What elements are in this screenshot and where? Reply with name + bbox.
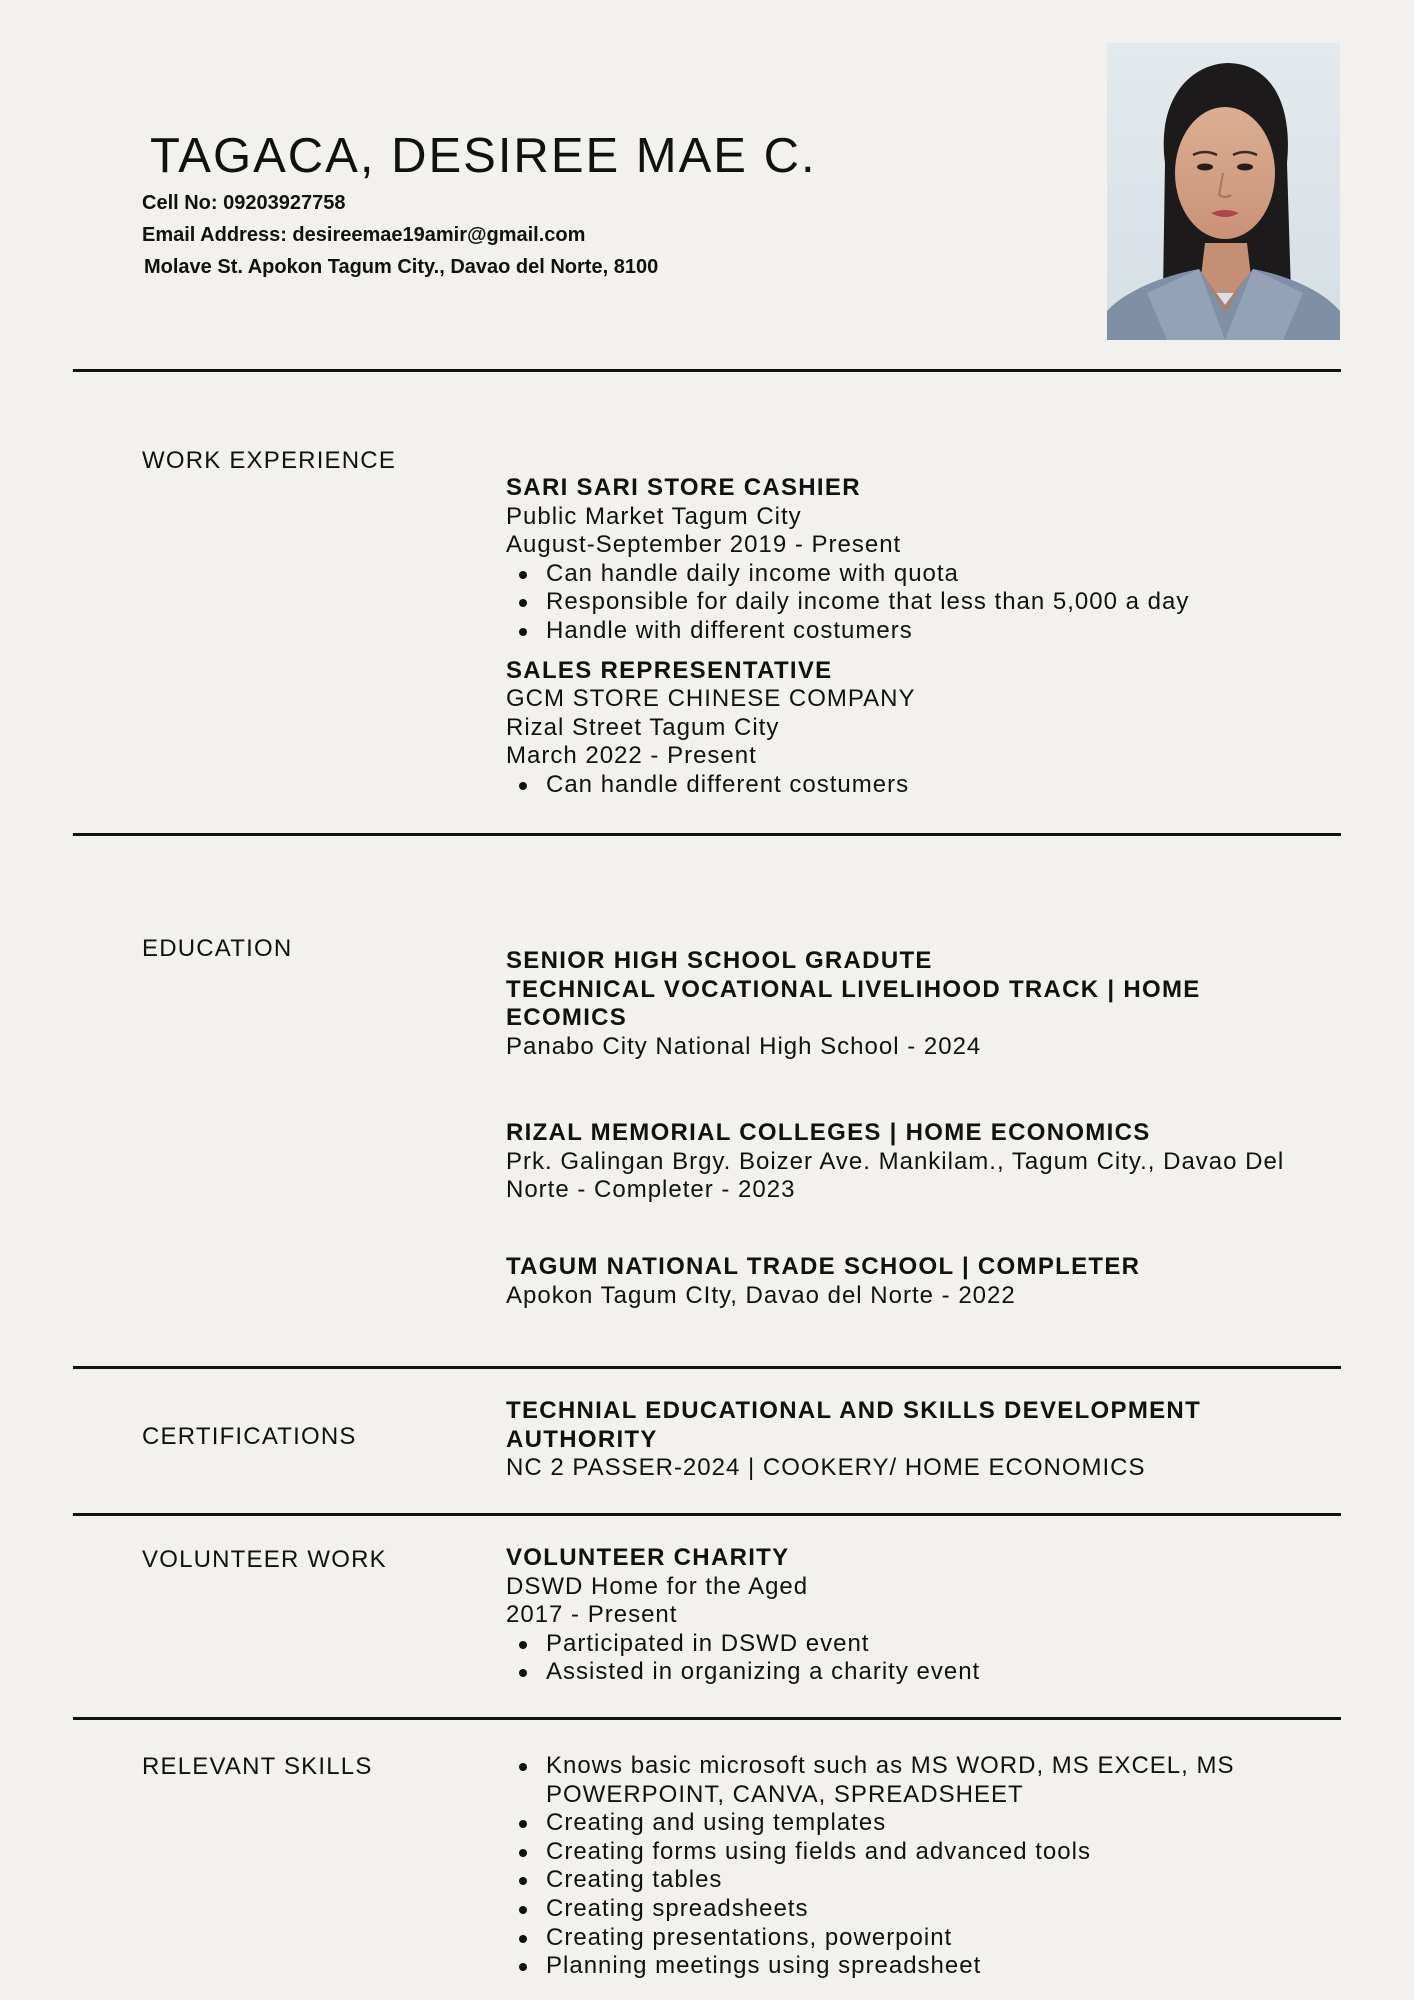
list-item: Creating presentations, powerpoint bbox=[546, 1924, 1296, 1953]
job-dates: March 2022 - Present bbox=[506, 742, 757, 770]
education-school: Panabo City National High School - 2024 bbox=[506, 1032, 982, 1060]
certification-detail: NC 2 PASSER-2024 | COOKERY/ HOME ECONOMICS bbox=[506, 1454, 1146, 1482]
list-item: Creating tables bbox=[546, 1866, 1296, 1895]
job-location: Public Market Tagum City bbox=[506, 502, 802, 530]
job-entry bbox=[506, 657, 1296, 800]
job-dates: August-September 2019 - Present bbox=[506, 531, 902, 559]
education-entry bbox=[506, 947, 1296, 1061]
job-title: SARI SARI STORE CASHIER bbox=[506, 474, 861, 501]
home-address: Molave St. Apokon Tagum City., Davao del Norte, 8100 bbox=[144, 256, 659, 278]
section-title-education: EDUCATION bbox=[142, 935, 293, 962]
volunteer-duties bbox=[506, 1630, 1296, 1687]
certification-entry bbox=[506, 1397, 1296, 1483]
list-item: Participated in DSWD event bbox=[546, 1630, 1296, 1659]
education-entry bbox=[506, 1253, 1296, 1310]
skills-list bbox=[506, 1752, 1296, 1981]
divider bbox=[73, 1717, 1341, 1720]
education-school-name: RIZAL MEMORIAL COLLEGES | HOME ECONOMICS bbox=[506, 1119, 1151, 1146]
education-school-detail: Apokon Tagum CIty, Davao del Norte - 2022 bbox=[506, 1281, 1016, 1309]
volunteer-organization: DSWD Home for the Aged bbox=[506, 1572, 809, 1600]
applicant-name: TAGACA, DESIREE MAE C. bbox=[150, 129, 817, 183]
certification-authority: TECHNIAL EDUCATIONAL AND SKILLS DEVELOPMENT AUTHORITY bbox=[506, 1397, 1202, 1453]
job-company: GCM STORE CHINESE COMPANY bbox=[506, 685, 916, 713]
volunteer-entry bbox=[506, 1544, 1296, 1687]
divider bbox=[73, 1366, 1341, 1369]
volunteer-role: VOLUNTEER CHARITY bbox=[506, 1544, 790, 1571]
work-experience-list bbox=[506, 474, 1296, 800]
cell-number: Cell No: 09203927758 bbox=[142, 192, 346, 214]
divider bbox=[73, 833, 1341, 836]
education-entry bbox=[506, 1119, 1296, 1205]
list-item: Can handle different costumers bbox=[546, 771, 1296, 800]
job-entry bbox=[506, 474, 1296, 646]
list-item: Planning meetings using spreadsheet bbox=[546, 1952, 1296, 1981]
section-title-volunteer-work: VOLUNTEER WORK bbox=[142, 1546, 387, 1573]
job-location: Rizal Street Tagum City bbox=[506, 713, 780, 741]
section-title-certifications: CERTIFICATIONS bbox=[142, 1423, 357, 1450]
job-title: SALES REPRESENTATIVE bbox=[506, 656, 833, 684]
email-address: Email Address: desireemae19amir@gmail.com bbox=[142, 224, 586, 246]
section-title-relevant-skills: RELEVANT SKILLS bbox=[142, 1753, 373, 1780]
volunteer-dates: 2017 - Present bbox=[506, 1601, 678, 1629]
education-track: TECHNICAL VOCATIONAL LIVELIHOOD TRACK | HOME ECOMICS bbox=[506, 975, 1201, 1032]
list-item: Knows basic microsoft such as MS WORD, MS EXCEL, MS POWERPOINT, CANVA, SPREADSHEET bbox=[546, 1752, 1296, 1809]
list-item: Creating spreadsheets bbox=[546, 1895, 1296, 1924]
list-item: Assisted in organizing a charity event bbox=[546, 1658, 1296, 1687]
job-duties bbox=[506, 560, 1296, 646]
education-school-detail: Prk. Galingan Brgy. Boizer Ave. Mankilam., Tagum City., Davao Del Norte - Completer - 2023 bbox=[506, 1147, 1285, 1204]
education-school-name: TAGUM NATIONAL TRADE SCHOOL | COMPLETER bbox=[506, 1253, 1141, 1280]
profile-photo bbox=[1107, 43, 1340, 340]
job-duties bbox=[506, 771, 1296, 800]
list-item: Can handle daily income with quota bbox=[546, 560, 1296, 589]
list-item: Creating forms using fields and advanced tools bbox=[546, 1838, 1296, 1867]
divider bbox=[73, 1513, 1341, 1516]
list-item: Handle with different costumers bbox=[546, 617, 1296, 646]
list-item: Creating and using templates bbox=[546, 1809, 1296, 1838]
section-title-work-experience: WORK EXPERIENCE bbox=[142, 447, 397, 474]
divider bbox=[73, 369, 1341, 372]
skills-bullets bbox=[506, 1752, 1296, 1981]
list-item: Responsible for daily income that less than 5,000 a day bbox=[546, 588, 1296, 617]
education-degree: SENIOR HIGH SCHOOL GRADUTE bbox=[506, 947, 933, 974]
